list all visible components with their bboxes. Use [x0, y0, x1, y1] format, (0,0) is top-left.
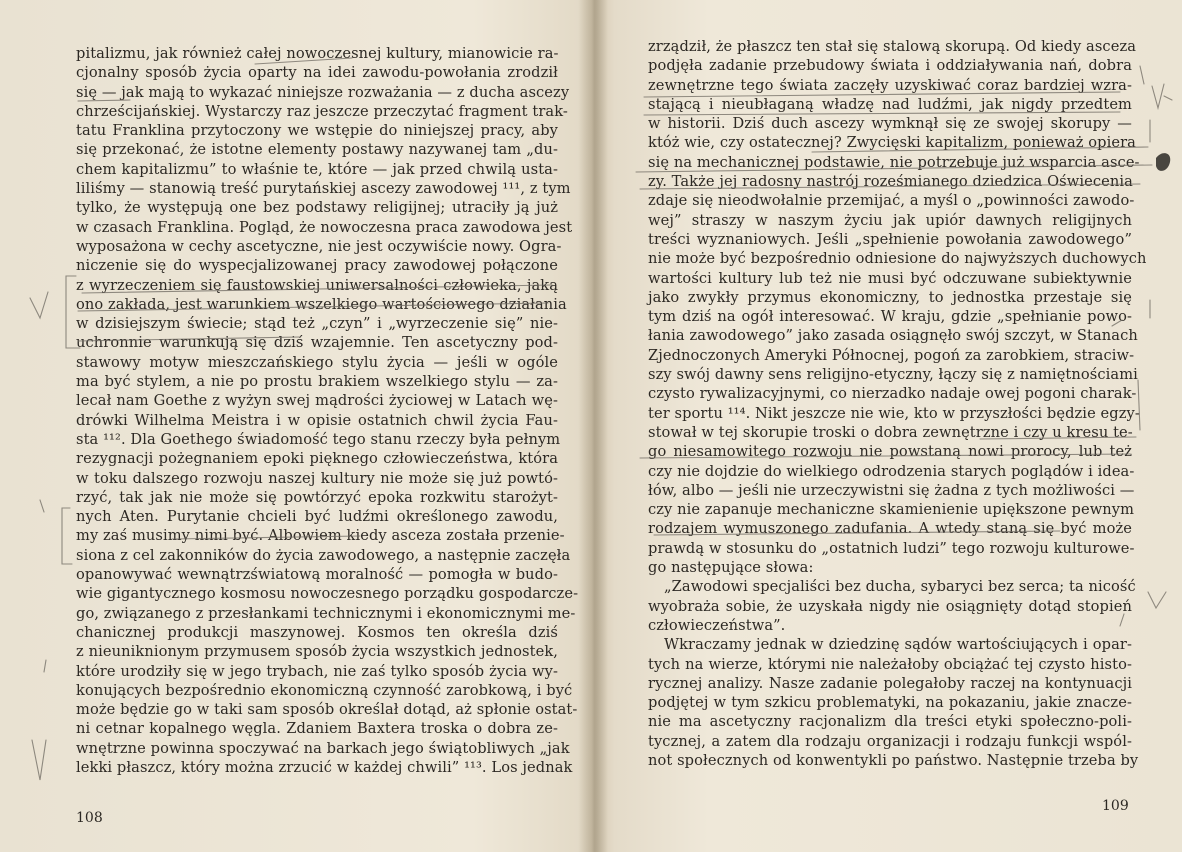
text-line: się — jak mają to wykazać niniejsze rozważania — z ducha ascezy — [76, 83, 570, 101]
text-line: ono zakłada, jest warunkiem wszelkiego wartościowego działania — [76, 295, 567, 313]
text-line: któż wie, czy ostatecznej? Zwycięski kapitalizm, ponieważ opiera — [648, 134, 1136, 152]
text-line: siona z cel zakonników do życia zawodowego, a następnie zaczęła — [76, 546, 571, 564]
left-page-text — [76, 44, 579, 777]
text-line: jako zwykły przymus ekonomiczny, to jednostka przestaje się — [648, 288, 1132, 306]
text-line: lecał nam Goethe z wyżyn swej mądrości życiowej w Latach wę- — [76, 392, 558, 410]
text-line: wej” straszy w naszym życiu jak upiór dawnych religijnych — [648, 211, 1132, 229]
text-line: tych na wierze, którymi nie należałoby obciążać tej czysto histo- — [648, 655, 1132, 673]
text-line: tylko, że występują one bez podstawy religijnej; utraciły ją już — [76, 199, 558, 217]
text-line: szy swój dawny sens religijno-etyczny, łączy się z namiętnościami — [648, 366, 1138, 384]
text-line: Wkraczamy jednak w dziedzinę sądów wartościujących i opar- — [664, 636, 1132, 654]
text-line: lekki płaszcz, który można zrzucić w każdej chwili” ¹¹³. Los jednak — [76, 758, 573, 776]
text-line: łania zawodowego” jako zasada osiągnęło swój szczyt, w Stanach — [648, 327, 1138, 345]
text-line: go niesamowitego rozwoju nie powstaną nowi prorocy, lub też — [648, 443, 1132, 461]
text-line: stawowy motyw mieszczańskiego stylu życia — jeśli w ogóle — [76, 353, 558, 371]
text-line: not społecznych od konwentykli po państwo. Następnie trzeba by — [648, 751, 1139, 769]
text-line: czy nie zapanuje mechaniczne skamienienie upiększone pewnym — [648, 501, 1135, 519]
text-line: rycznej analizy. Nasze zadanie polegałoby raczej na kontynuacji — [648, 674, 1132, 692]
text-line: z wyrzeczeniem się faustowskiej uniwersalności człowieka, jaką — [76, 276, 558, 294]
text-line: nie może być bezpośrednio odniesione do najwyższych duchowych — [648, 250, 1147, 268]
right-page-text — [648, 37, 1147, 770]
text-line: w czasach Franklina. Pogląd, że nowoczesna praca zawodowa jest — [76, 218, 573, 236]
text-line: tatu Franklina przytoczony we wstępie do niniejszej pracy, aby — [76, 122, 558, 140]
text-line: rezygnacji pożegnaniem epoki pięknego człowieczeństwa, która — [76, 450, 558, 468]
text-line: konujących bezpośrednio ekonomiczną czynność zarobkową, i być — [76, 681, 573, 699]
text-line: zy. Także jej radosny nastrój roześmianego dziedzica Oświecenia — [648, 173, 1133, 191]
text-line: się przekonać, że istotne elementy postawy nazywanej tam „du- — [76, 141, 558, 159]
left-page — [0, 0, 590, 852]
text-line: go, związanego z przesłankami technicznymi i ekonomicznymi me- — [76, 604, 576, 622]
text-line: niczenie się do wyspecjalizowanej pracy zawodowej połączone — [76, 257, 558, 275]
text-line: podjęła zadanie przebudowy świata i oddziaływania nań, dobra — [648, 57, 1132, 75]
text-line: treści wyznaniowych. Jeśli „spełnienie powołania zawodowego” — [648, 230, 1132, 248]
text-line: łów, albo — jeśli nie urzeczywistni się żadna z tych możliwości — — [648, 481, 1135, 499]
text-line: zdaje się nieodwołalnie przemijać, a myśl o „powinności zawodo- — [648, 192, 1135, 210]
text-line: my zaś musimy nimi być. Albowiem kiedy asceza została przenie- — [76, 527, 565, 545]
text-line: rodzajem wymuszonego zadufania. A wtedy staną się być może — [648, 520, 1132, 538]
text-line: Zjednoczonych Ameryki Północnej, pogoń za zarobkiem, straciw- — [648, 346, 1135, 364]
page-number-left: 108 — [76, 810, 103, 826]
text-line: drówki Wilhelma Meistra i w opisie ostatnich chwil życia Fau- — [76, 411, 558, 429]
text-line: w dzisiejszym świecie; stąd też „czyn” i „wyrzeczenie się” nie- — [76, 315, 558, 333]
page-number-right: 109 — [1102, 798, 1129, 814]
text-line: prawdą w stosunku do „ostatnich ludzi” tego rozwoju kulturowe- — [648, 539, 1135, 557]
text-line: pitalizmu, jak również całej nowoczesnej kultury, mianowicie ra- — [76, 45, 559, 62]
text-line: ni cetnar kopalnego węgla. Zdaniem Baxtera troska o dobra ze- — [76, 720, 558, 738]
text-line: uchronnie warunkują się dziś wzajemnie. Ten ascetyczny pod- — [76, 334, 558, 352]
text-line: czy nie dojdzie do wielkiego odrodzenia starych poglądów i idea- — [648, 462, 1135, 480]
text-line: może będzie go w taki sam sposób określał dotąd, aż spłonie ostat- — [76, 701, 578, 719]
text-line: zewnętrzne tego świata zaczęły uzyskiwać coraz bardziej wzra- — [648, 76, 1132, 94]
text-line: go następujące słowa: — [648, 559, 814, 577]
text-line: opanowywać wewnątrzświatową moralność — pomogła w budo- — [76, 566, 558, 584]
text-line: stował w tej skorupie troski o dobra zewnętrzne i czy u kresu te- — [648, 423, 1133, 441]
text-line: z nieuniknionym przymusem sposób życia wszystkich jednostek, — [76, 643, 558, 661]
text-line: ter sportu ¹¹⁴. Nikt jeszcze nie wie, kto w przyszłości będzie egzy- — [648, 404, 1140, 422]
text-line: cjonalny sposób życia oparty na idei zawodu-powołania zrodził — [76, 64, 558, 82]
text-line: chrześcijańskiej. Wystarczy raz jeszcze przeczytać fragment trak- — [76, 102, 568, 120]
text-line: liliśmy — stanowią treść purytańskiej ascezy zawodowej ¹¹¹, z tym — [76, 180, 571, 198]
text-line: podjętej w tym szkicu problematyki, na pokazaniu, jakie znacze- — [648, 694, 1132, 712]
text-line: wie gigantycznego kosmosu nowoczesnego porządku gospodarcze- — [76, 585, 579, 603]
text-line: chanicznej produkcji maszynowej. Kosmos ten określa dziś — [76, 623, 558, 641]
text-line: czysto rywalizacyjnymi, co nierzadko nadaje owej pogoni charak- — [648, 385, 1137, 403]
text-line: nie ma ascetyczny racjonalizm dla treści etyki społeczno-poli- — [648, 713, 1132, 731]
quote-line: wyobraża sobie, że uzyskała nigdy nie osiągnięty dotąd stopień — [648, 597, 1132, 615]
text-line: ma być stylem, a nie po prostu brakiem wszelkiego stylu — za- — [76, 373, 558, 391]
text-line: rzyć, tak jak nie może się powtórzyć epoka rozkwitu starożyt- — [76, 488, 558, 506]
text-line: wnętrzne powinna spoczywać na barkach jego świątobliwych „jak — [76, 739, 570, 757]
quote-line: człowieczeństwa”. — [648, 616, 786, 634]
quote-line: „Zawodowi specjaliści bez ducha, sybaryci bez serca; ta nicość — [664, 578, 1136, 596]
right-page — [598, 0, 1182, 852]
text-line: zrządził, że płaszcz ten stał się stalową skorupą. Od kiedy asceza — [648, 38, 1137, 55]
text-line: tycznej, a zatem dla rodzaju organizacji i rodzaju funkcji wspól- — [648, 732, 1132, 750]
text-line: chem kapitalizmu” to właśnie te, które — jak przed chwilą usta- — [76, 160, 558, 178]
text-line: sta ¹¹². Dla Goethego świadomość tego stanu rzeczy była pełnym — [76, 430, 561, 448]
text-line: wyposażona w cechy ascetyczne, nie jest oczywiście nowy. Ogra- — [76, 237, 562, 255]
text-line: które urodziły się w jego trybach, nie zaś tylko sposób życia wy- — [76, 662, 558, 680]
text-line: się na mechanicznej podstawie, nie potrzebuje już wsparcia asce- — [648, 153, 1140, 171]
text-line: wartości kultury lub też nie musi być odczuwane subiektywnie — [648, 269, 1132, 287]
text-line: w toku dalszego rozwoju naszej kultury nie może się już powtó- — [76, 469, 558, 487]
text-line: w historii. Dziś duch ascezy wymknął się ze swojej skorupy — — [648, 115, 1132, 133]
text-line: tym dziś na ogół interesować. W kraju, gdzie „spełnianie powo- — [648, 308, 1132, 326]
text-line: nych Aten. Purytanie chcieli być ludźmi określonego zawodu, — [76, 508, 558, 526]
text-line: stającą i nieubłaganą władzę nad ludźmi, jak nigdy przedtem — [648, 95, 1132, 113]
